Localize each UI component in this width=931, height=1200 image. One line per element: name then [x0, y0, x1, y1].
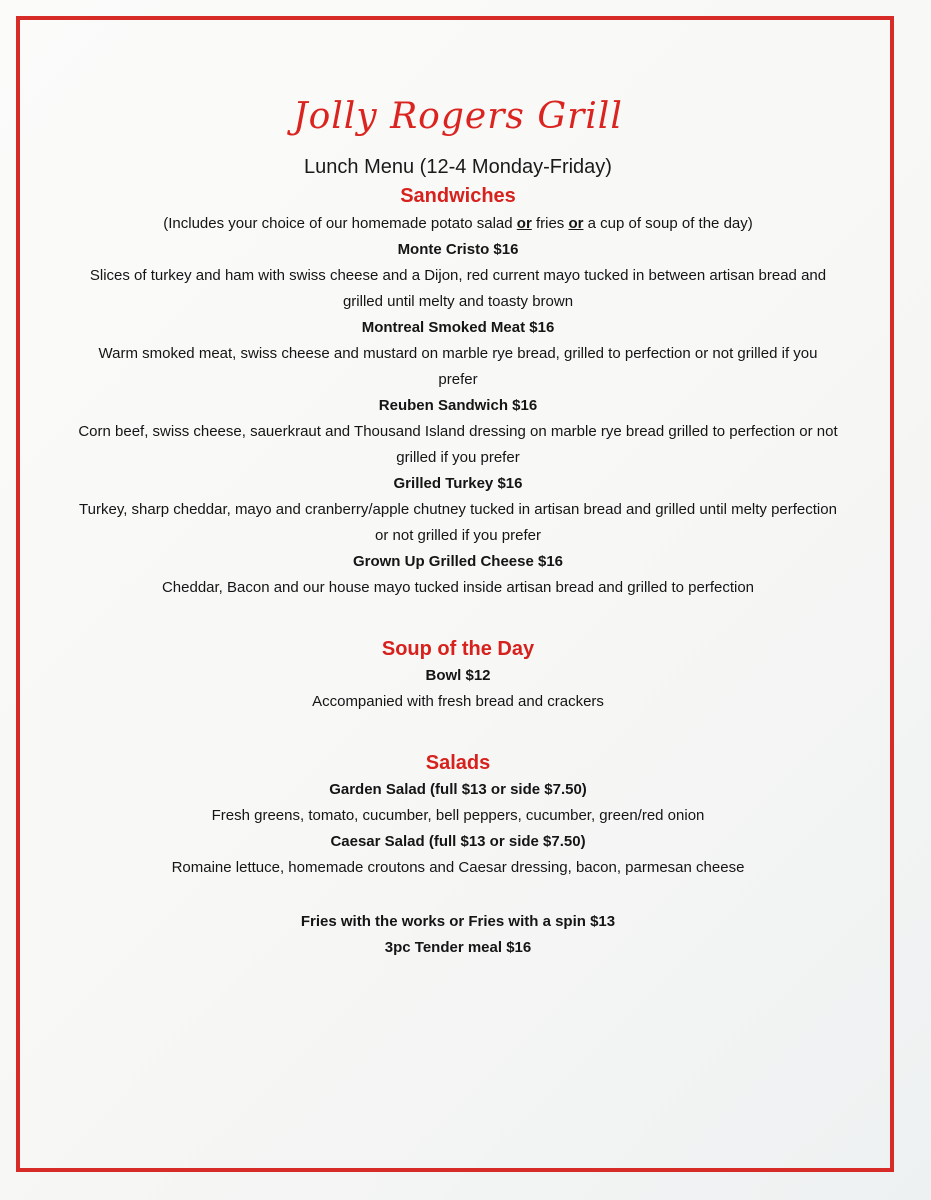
soup-bowl-price: Bowl $12 — [425, 667, 491, 684]
sandwich-description: Cheddar, Bacon and our house mayo tucked inside artisan bread and grilled to perfection — [161, 579, 755, 596]
sandwich-name: Monte Cristo $16 — [397, 241, 519, 258]
salads-heading: Salads — [425, 752, 491, 774]
salad-name: Caesar Salad (full $13 or side $7.50) — [330, 833, 586, 850]
sandwich-item-reuben — [36, 393, 880, 471]
soup-section — [36, 635, 880, 715]
soup-heading: Soup of the Day — [381, 638, 535, 660]
section-spacer — [36, 715, 880, 749]
sandwich-name: Montreal Smoked Meat $16 — [361, 319, 555, 336]
side-choice-note-end: a cup of soup of the day) — [583, 215, 753, 232]
sandwich-description: Turkey, sharp cheddar, mayo and cranberry/apple chutney tucked in artisan bread and grilled until melty perfection or not grilled if you prefer — [79, 501, 837, 544]
sandwich-side-choice-note — [36, 210, 880, 237]
sandwiches-heading: Sandwiches — [400, 185, 516, 207]
lunch-menu-content — [36, 92, 880, 961]
salad-name: Garden Salad (full $13 or side $7.50) — [329, 781, 587, 798]
sandwich-item-montreal-smoked-meat — [36, 315, 880, 393]
sandwich-name: Grown Up Grilled Cheese $16 — [352, 553, 564, 570]
salad-description: Fresh greens, tomato, cucumber, bell peppers, cucumber, green/red onion — [211, 807, 705, 824]
salad-item-caesar — [36, 829, 880, 881]
restaurant-title: Jolly Rogers Grill — [293, 96, 623, 137]
side-choice-or-second: or — [568, 215, 584, 232]
lunch-menu-subtitle: Lunch Menu (12-4 Monday-Friday) — [304, 156, 612, 178]
sandwich-name: Grilled Turkey $16 — [393, 475, 523, 492]
sandwich-description: Warm smoked meat, swiss cheese and mustard on marble rye bread, grilled to perfection or not grilled if you prefer — [98, 345, 818, 388]
sandwich-item-grown-up-grilled-cheese — [36, 549, 880, 601]
tender-meal-item: 3pc Tender meal $16 — [384, 939, 532, 956]
side-choice-note-start: (Includes your choice of our homemade potato salad — [163, 215, 517, 232]
side-choice-or-first: or — [516, 215, 532, 232]
extras-section — [36, 909, 880, 961]
section-spacer — [36, 601, 880, 635]
sandwich-item-grilled-turkey — [36, 471, 880, 549]
sandwich-item-monte-cristo — [36, 237, 880, 315]
salad-description: Romaine lettuce, homemade croutons and Caesar dressing, bacon, parmesan cheese — [171, 859, 745, 876]
sandwich-description: Corn beef, swiss cheese, sauerkraut and Thousand Island dressing on marble rye bread grilled to perfection or not grilled if you prefer — [78, 423, 838, 466]
sandwich-name: Reuben Sandwich $16 — [378, 397, 538, 414]
side-choice-note-middle: fries — [531, 215, 569, 232]
sandwiches-section — [36, 182, 880, 601]
salads-section — [36, 749, 880, 881]
fries-item: Fries with the works or Fries with a spin $13 — [300, 913, 616, 930]
section-spacer — [36, 881, 880, 909]
soup-description: Accompanied with fresh bread and crackers — [312, 693, 604, 710]
salad-item-garden — [36, 777, 880, 829]
sandwich-description: Slices of turkey and ham with swiss cheese and a Dijon, red current mayo tucked in between artisan bread and grilled until melty and toasty brown — [89, 267, 827, 310]
